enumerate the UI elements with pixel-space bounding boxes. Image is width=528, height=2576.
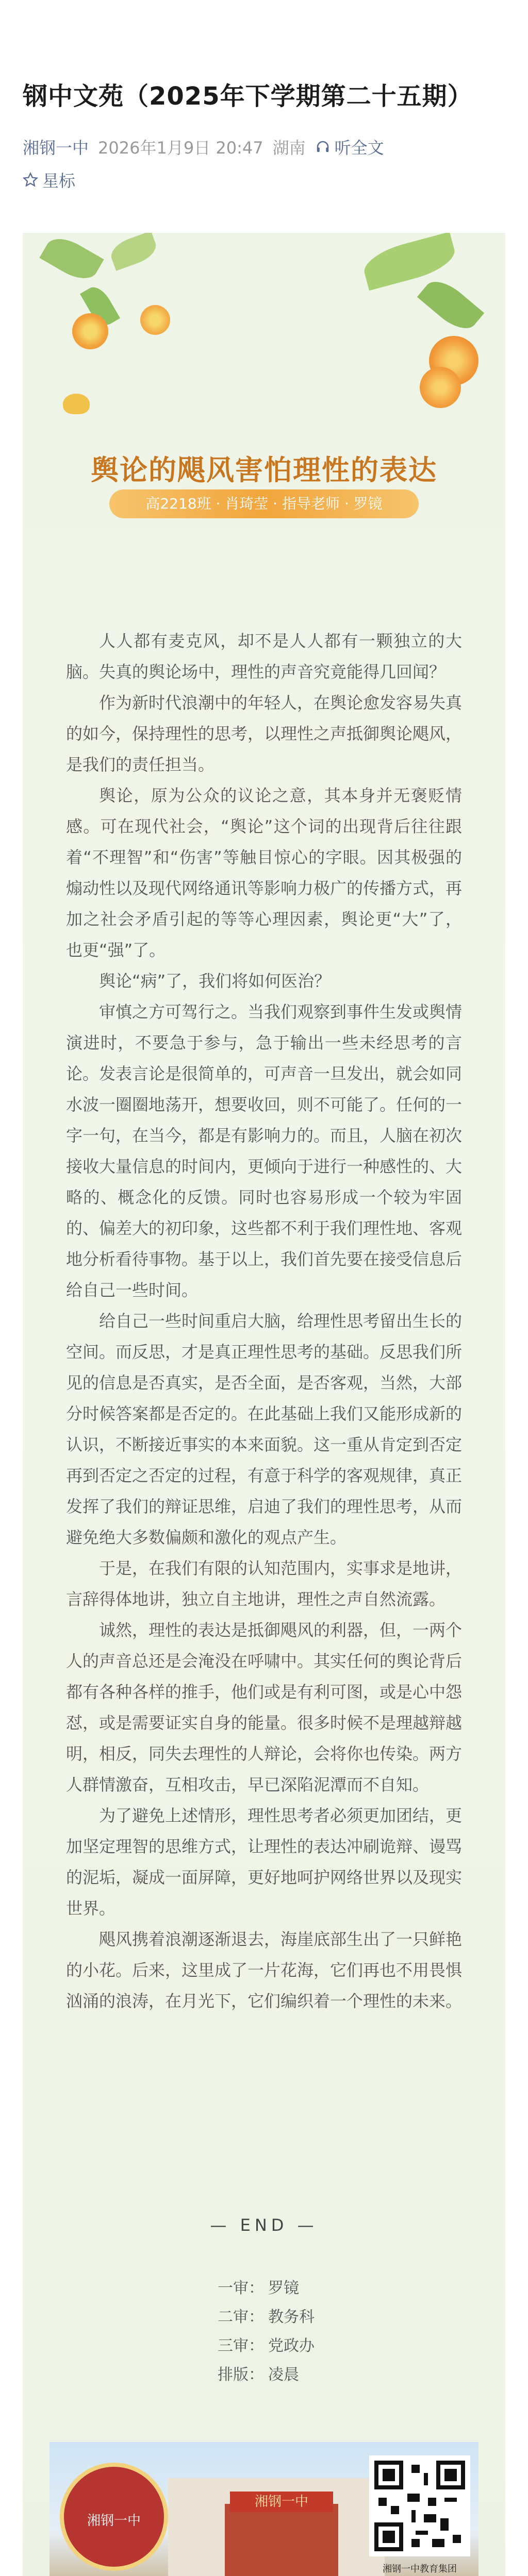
body-paragraph: 诚然，理性的表达是抵御飓风的利器，但，一两个人的声音总还是会淹没在呼啸中。其实任何的舆论背后都有各种各样的推手，他们或是有利可图，或是心中怨怼，或是需要证实自身的能量。很多时候不是理越辩越明，相反，同失去理性的人辩论，会将你也传染。两方人群情激奋，互相攻击，早已深陷泥潭而不自知。	[66, 1620, 463, 1794]
article-poster	[23, 233, 505, 2576]
flower-decoration	[63, 394, 90, 414]
body-paragraph: 舆论“病”了，我们将如何医治？	[99, 971, 331, 991]
credit-role: 排版：	[218, 2366, 264, 2384]
byline-text: 高2218班 · 肖琦莹 · 指导老师 · 罗镜	[145, 495, 383, 512]
star-label: 星标	[42, 171, 76, 191]
flower-decoration	[72, 313, 108, 349]
body-paragraph: 审慎之方可驾行之。当我们观察到事件生发或舆情演进时，不要急于参与，急于输出一些未经思考的言论。发表言论是很简单的，可声音一旦发出，就会如同水波一圈圈地荡开，想要收回，则不可能了。任何的一字一句，在当今，都是有影响力的。而且，人脑在初次接收大量信息的时间内，更倾向于进行一种感性的、大略的、概念化的反馈。同时也容易形成一个较为牢固的、偏差大的初印象，这些都不利于我们理性地、客观地分析看待事物。基于以上，我们首先要在接受信息后给自己一些时间。	[66, 1002, 463, 1300]
star-icon	[23, 172, 38, 188]
publish-datetime: 2026年1月9日 20:47	[98, 138, 263, 158]
body-paragraph: 舆论，原为公众的议论之意，其本身并无褒贬情感。可在现代社会，“舆论”这个词的出现背后往往跟着“不理智”和“伤害”等触目惊心的字眼。因其极强的煽动性以及现代网络通讯等影响力极广的传播方式，再加之社会矛盾引起的等等心理因素，舆论更“大”了，也更“强”了。	[66, 786, 463, 960]
credit-name: 罗镜	[268, 2279, 299, 2297]
credit-name: 凌晨	[268, 2366, 299, 2384]
star-button[interactable]	[23, 168, 75, 192]
school-gate	[225, 2504, 338, 2576]
credit-role: 一审：	[218, 2279, 264, 2297]
credit-name: 教务科	[268, 2308, 315, 2326]
publish-location: 湖南	[272, 138, 306, 158]
credit-name: 党政办	[268, 2337, 315, 2355]
leaf-decoration	[360, 233, 459, 291]
article-body	[66, 625, 462, 2016]
school-banner-image	[50, 2442, 478, 2576]
credit-row	[23, 2303, 505, 2332]
end-mark: — END —	[210, 2215, 318, 2235]
school-logo	[60, 2463, 168, 2571]
qr-code-icon	[374, 2461, 465, 2551]
credit-role: 三审：	[218, 2337, 264, 2355]
gate-sign: 湘钢一中	[230, 2492, 333, 2512]
body-paragraph: 于是，在我们有限的认知范围内，实事求是地讲，言辞得体地讲，独立自主地讲，理性之声自然流露。	[66, 1558, 463, 1609]
poster-heading: 舆论的飓风害怕理性的表达	[91, 454, 437, 486]
byline-pill	[109, 489, 419, 518]
leaf-decoration	[417, 273, 484, 336]
credit-row	[23, 2332, 505, 2361]
body-paragraph: 作为新时代浪潮中的年轻人，在舆论愈发容易失真的如今，保持理性的思考，以理性之声抵御舆论飓风，是我们的责任担当。	[66, 693, 463, 774]
listen-label: 听全文	[334, 138, 384, 158]
body-paragraph: 给自己一些时间重启大脑，给理性思考留出生长的空间。而反思，才是真正理性思考的基础。反思我们所见的信息是否真实，是否全面，是否客观，当然，大部分时候答案都是否定的。在此基础上我们又能形成新的认识，不断接近事实的本来面貌。这一重从肯定到否定再到否定之否定的过程，有意于科学的客观规律，真正发挥了我们的辩证思维，启迪了我们的理性思考，从而避免绝大多数偏颇和激化的观点产生。	[66, 1311, 463, 1547]
logo-text: 湘钢一中	[87, 2513, 141, 2529]
qr-code	[369, 2455, 470, 2556]
flower-decoration	[140, 305, 170, 335]
credits-list	[23, 2274, 505, 2389]
article-meta	[23, 135, 384, 159]
article-title: 钢中文苑（2025年下学期第二十五期）	[23, 82, 473, 111]
account-name[interactable]: 湘钢一中	[23, 138, 89, 158]
leaf-decoration	[39, 233, 104, 286]
credit-row	[23, 2274, 505, 2303]
listen-button[interactable]	[315, 135, 384, 159]
body-paragraph: 为了避免上述情形，理性思考者必须更加团结，更加坚定理智的思维方式，让理性的表达冲刷诡辩、谩骂的泥垢，凝成一面屏障，更好地呵护网络世界以及现实世界。	[66, 1806, 463, 1918]
qr-caption: 湘钢一中教育集团	[383, 2564, 457, 2574]
leaf-decoration	[107, 233, 160, 271]
credit-row	[23, 2361, 505, 2389]
credit-role: 二审：	[218, 2308, 264, 2326]
headphones-icon	[315, 139, 331, 155]
body-paragraph: 飓风携着浪潮逐渐退去，海崖底部生出了一只鲜艳的小花。后来，这里成了一片花海，它们再也不用畏惧汹涌的浪涛，在月光下，它们编织着一个理性的未来。	[66, 1929, 463, 2011]
body-paragraph: 人人都有麦克风，却不是人人都有一颗独立的大脑。失真的舆论场中，理性的声音究竟能得几回闻？	[66, 631, 462, 682]
flower-decoration	[420, 367, 461, 408]
